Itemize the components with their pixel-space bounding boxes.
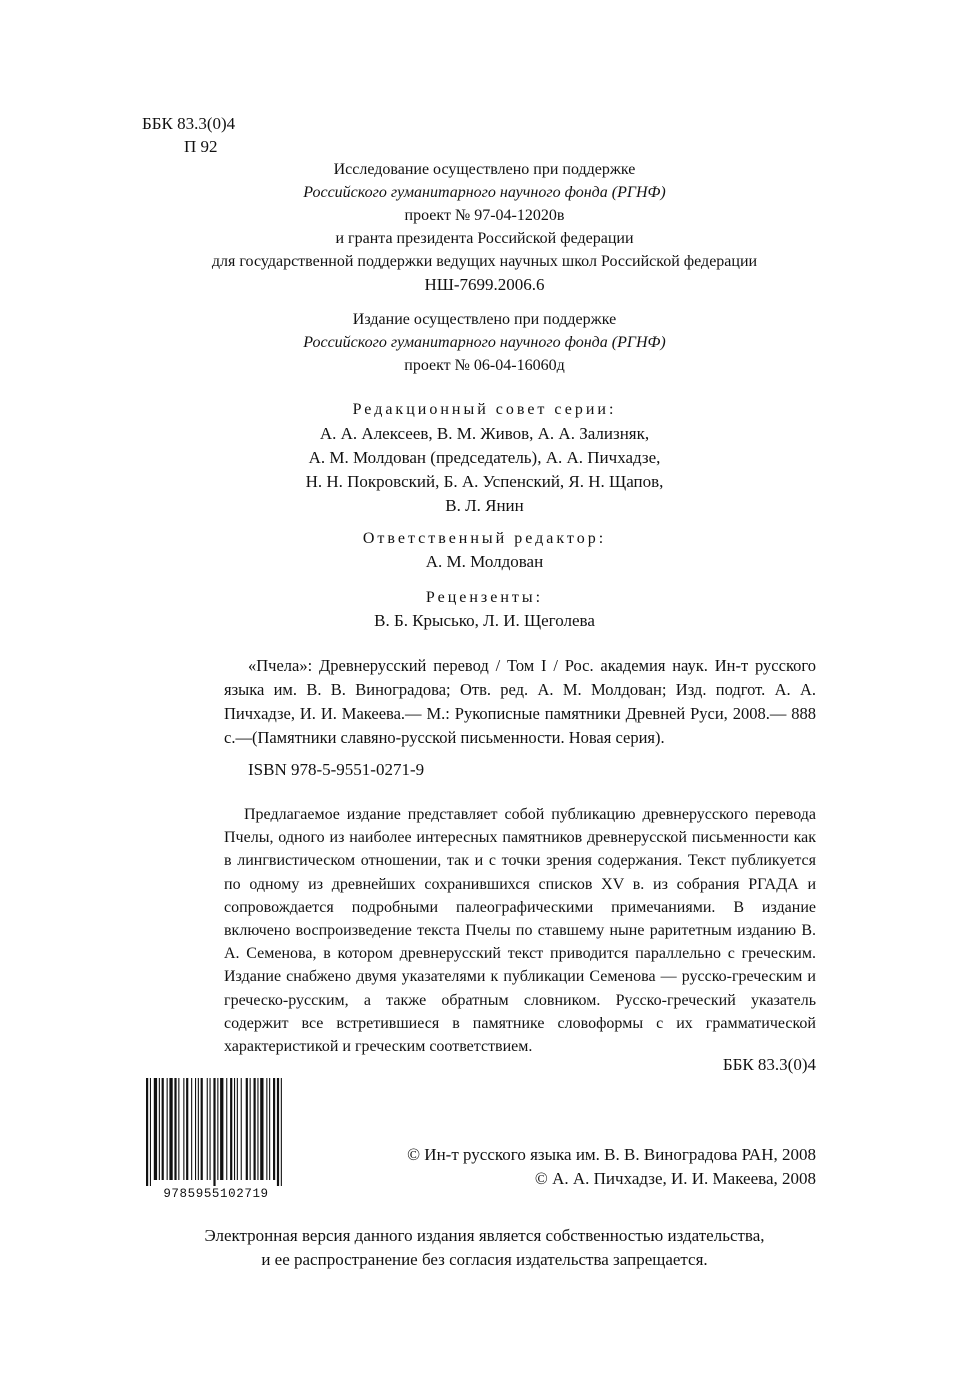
bbk-code-bottom: ББК 83.3(0)4 [722, 1055, 816, 1074]
barcode-bar [260, 1078, 263, 1180]
barcode-bar [198, 1078, 199, 1180]
barcode-bar [178, 1078, 179, 1180]
classification-block [142, 112, 235, 158]
barcode-bar [183, 1078, 184, 1180]
barcode-bar [146, 1078, 148, 1186]
research-support-block [0, 158, 969, 296]
barcode-bar [266, 1078, 267, 1180]
barcode-bar [241, 1078, 242, 1180]
support-fund-line: Российского гуманитарного научного фонда (РГНФ) [303, 184, 666, 201]
edition-support-line: Издание осуществлено при поддержке [352, 311, 617, 328]
barcode-bar [169, 1078, 172, 1180]
footer-notice [0, 1224, 969, 1272]
barcode-bar [201, 1078, 203, 1180]
editorial-board-heading: Редакционный совет серии: [352, 401, 617, 418]
barcode-bar [269, 1078, 270, 1180]
editorial-board-line: Н. Н. Покровский, Б. А. Успенский, Я. Н. Щапов, [305, 472, 664, 491]
support-code-line: НШ-7699.2006.6 [424, 275, 545, 294]
editorial-board-line: А. М. Молдован (председатель), А. А. Пичхадзе, [308, 448, 661, 467]
barcode-bar [230, 1078, 232, 1180]
responsible-editor-block [0, 527, 969, 573]
barcode-bar [273, 1078, 275, 1180]
barcode-bar [213, 1078, 215, 1186]
support-grant-line: и гранта президента Российской федерации [335, 230, 634, 247]
barcode-bar [237, 1078, 238, 1180]
barcode-bar [162, 1078, 164, 1180]
barcode-bar [174, 1078, 176, 1180]
edition-support-block [0, 308, 969, 377]
barcode-bar [257, 1078, 258, 1180]
reviewers-block [0, 586, 969, 632]
bbk-code: ББК 83.3(0)4 [142, 114, 236, 133]
barcode-bar [154, 1078, 157, 1180]
barcode-bar [226, 1078, 227, 1180]
barcode-bar [254, 1078, 256, 1180]
barcode-bar [281, 1078, 282, 1186]
editorial-board-line: В. Л. Янин [445, 496, 524, 515]
isbn-barcode [140, 1076, 292, 1200]
responsible-editor-name: А. М. Молдован [425, 552, 544, 571]
barcode-bar [246, 1078, 248, 1180]
editorial-board-line: А. А. Алексеев, В. М. Живов, А. А. Зализняк, [319, 424, 650, 443]
editorial-board-block [0, 398, 969, 518]
barcode-bar [250, 1078, 251, 1180]
barcode-bar [167, 1078, 168, 1180]
barcode-digits: 9785955102719 [163, 1187, 269, 1200]
edition-fund-line: Российского гуманитарного научного фонда (РГНФ) [303, 334, 666, 351]
barcode-bar [277, 1078, 279, 1186]
bibliographic-record [224, 654, 816, 750]
responsible-editor-heading: Ответственный редактор: [362, 530, 607, 547]
barcode-bar [186, 1078, 188, 1180]
barcode-bar [210, 1078, 211, 1180]
barcode-bar [150, 1078, 151, 1186]
barcode-bar [159, 1078, 160, 1180]
copyright-line: © А. А. Пичхадзе, И. И. Макеева, 2008 [534, 1169, 816, 1188]
bibliographic-text: «Пчела»: Древнерусский перевод / Том I / Рос. академия наук. Ин-т русского языка им. В. В. Виноградова; Отв. ред. А. М. Молдован; Изд. подгот. А. А. Пичхадзе, И. И. Макеева.— М.: Рукописные памятники Древней Руси, 2008.— 888 с.—(Памятники славяно-русской письменности. Новая серия). [224, 656, 816, 747]
barcode-bar [195, 1078, 196, 1180]
footer-notice-line: Электронная версия данного издания является собственностью издательства, [204, 1226, 765, 1245]
footer-notice-line: и ее распространение без согласия издательства запрещается. [261, 1250, 708, 1269]
support-schools-line: для государственной поддержки ведущих научных школ Российской федерации [211, 253, 758, 270]
copyright-line: © Ин-т русского языка им. В. В. Виноградова РАН, 2008 [407, 1145, 816, 1164]
edition-project-line: проект № 06-04-16060д [404, 357, 565, 374]
abstract: Предлагаемое издание представляет собой публикацию древнерусского перевода Пчелы, одного из наиболее интересных памятников древнерусской письменности как в лингвистическом отношении, так и с точки зрения содержания. Текст публикуется по одному из древнейших сохранившихся списков XV в. из собрания РГАДА и сопровождается подробными палеографическими примечаниями. В издание включено воспроизведение текста Пчелы по ставшему ныне раритетным изданию В. А. Семенова, в котором древнерусский текст приводится параллельно с греческим. Издание снабжено двумя указателями к публикации Семенова — русско-греческим и греческо-русским, а также обратным словником. Русско-греческий указатель содержит все встретившиеся в памятнике словоформы с их грамматической характеристикой и греческим соответствием. [224, 806, 816, 1056]
barcode-bar [191, 1078, 192, 1180]
reviewers-heading: Рецензенты: [425, 589, 544, 606]
support-project-line: проект № 97-04-12020в [404, 207, 565, 224]
barcode-bar [217, 1078, 218, 1180]
author-mark: П 92 [184, 137, 218, 156]
barcode-bars [146, 1078, 282, 1186]
barcode-bar [207, 1078, 208, 1180]
barcode-bar [220, 1078, 223, 1180]
reviewers-names: В. Б. Крысько, Л. И. Щеголева [374, 611, 595, 630]
isbn: ISBN 978-5-9551-0271-9 [248, 760, 425, 779]
copyright-block [380, 1143, 816, 1191]
support-line: Исследование осуществлено при поддержке [333, 161, 636, 178]
barcode-bar [234, 1078, 235, 1180]
